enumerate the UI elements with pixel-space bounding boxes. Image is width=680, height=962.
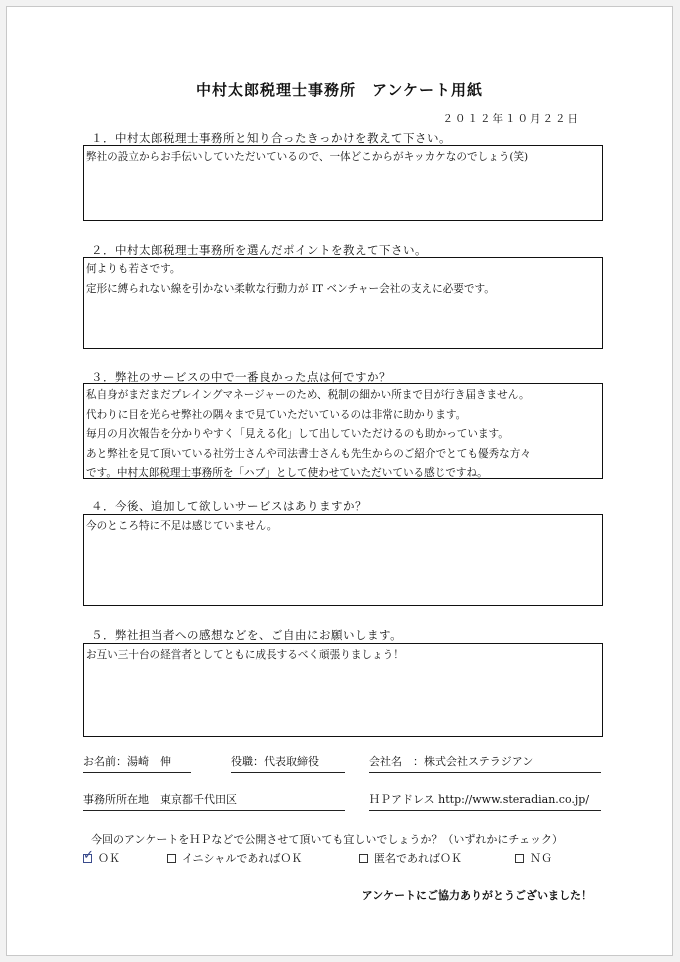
survey-date: ２０１２年１０月２２日	[442, 113, 580, 125]
option-ok-label: ＯＫ	[98, 852, 120, 865]
answer-1-line-1: 弊社の設立からお手伝いしていただいているので、一体どこからがキッカケなのでしょう(笑)	[86, 151, 529, 163]
answer-2-line-1: 何よりも若さです。	[86, 263, 181, 275]
question-5: ５．弊社担当者への感想などを、ご自由にお願いします。	[91, 628, 403, 642]
answer-5-line-1: お互い三十台の経営者としてともに成長するべく頑張りましょう！	[86, 649, 404, 661]
option-ng[interactable]	[515, 850, 552, 866]
question-1: １．中村太郎税理士事務所と知り合ったきっかけを教えて下さい。	[91, 131, 451, 145]
publish-consent-question: 今回のアンケートをＨＰなどで公開させて頂いても宜しいでしょうか？（いずれかにチェック）	[91, 833, 564, 846]
answer-4-line-1: 今のところ特に不足は感じていません。	[86, 520, 278, 532]
respondent-name: お名前：湯崎 伸	[83, 753, 191, 773]
question-3: ３．弊社のサービスの中で一番良かった点は何ですか？	[91, 370, 391, 384]
answer-3-line-3: 毎月の月次報告を分かりやすく「見える化」して出していただけるのも助かっています。	[86, 428, 509, 440]
checkbox-icon[interactable]	[167, 854, 176, 863]
answer-2-line-2: 定形に縛られない線を引かない柔軟な行動力が IT ベンチャー会社の支えに必要です。	[86, 282, 495, 295]
answer-box-1	[83, 145, 603, 221]
answer-3-line-2: 代わりに目を光らせ弊社の隅々まで見ていただいているのは非常に助かります。	[86, 408, 467, 421]
survey-sheet	[6, 6, 673, 956]
answer-3-line-5: です。中村太郎税理士事務所を「ハブ」として使わせていただいている感じですね。	[86, 467, 488, 479]
thanks-message: アンケートにご協力ありがとうございました！	[361, 889, 592, 902]
checkbox-icon[interactable]	[515, 854, 524, 863]
option-initial-ok[interactable]	[167, 850, 302, 866]
office-location: 事務所所在地 東京都千代田区	[83, 791, 345, 811]
answer-box-3	[83, 383, 603, 479]
option-ng-label: ＮＧ	[530, 852, 552, 865]
answer-3-line-1: 私自身がまだまだプレイングマネージャーのため、税制の細かい所まで目が行き届きません。	[86, 389, 530, 401]
answer-box-2	[83, 257, 603, 349]
respondent-company: 会社名 ：株式会社ステラジアン	[369, 753, 601, 773]
respondent-position: 役職：代表取締役	[231, 753, 345, 773]
answer-box-4	[83, 514, 603, 606]
checkbox-checked-icon[interactable]	[83, 854, 92, 863]
homepage-address: ＨＰアドレス http://www.steradian.co.jp/	[369, 791, 601, 811]
option-initial-ok-label: イニシャルであればＯＫ	[182, 852, 303, 865]
answer-box-5	[83, 643, 603, 737]
checkbox-icon[interactable]	[359, 854, 368, 863]
answer-3-line-4: あと弊社を見て頂いている社労士さんや司法書士さんも先生からのご紹介でとても優秀な方々	[86, 447, 531, 460]
option-anonymous-ok[interactable]	[359, 850, 462, 866]
question-4: ４．今後、追加して欲しいサービスはありますか？	[91, 499, 367, 513]
option-anonymous-ok-label: 匿名であればＯＫ	[374, 852, 462, 865]
question-2: ２．中村太郎税理士事務所を選んだポイントを教えて下さい。	[91, 243, 427, 257]
option-ok[interactable]	[83, 850, 120, 866]
page-title: 中村太郎税理士事務所 アンケート用紙	[195, 81, 484, 99]
